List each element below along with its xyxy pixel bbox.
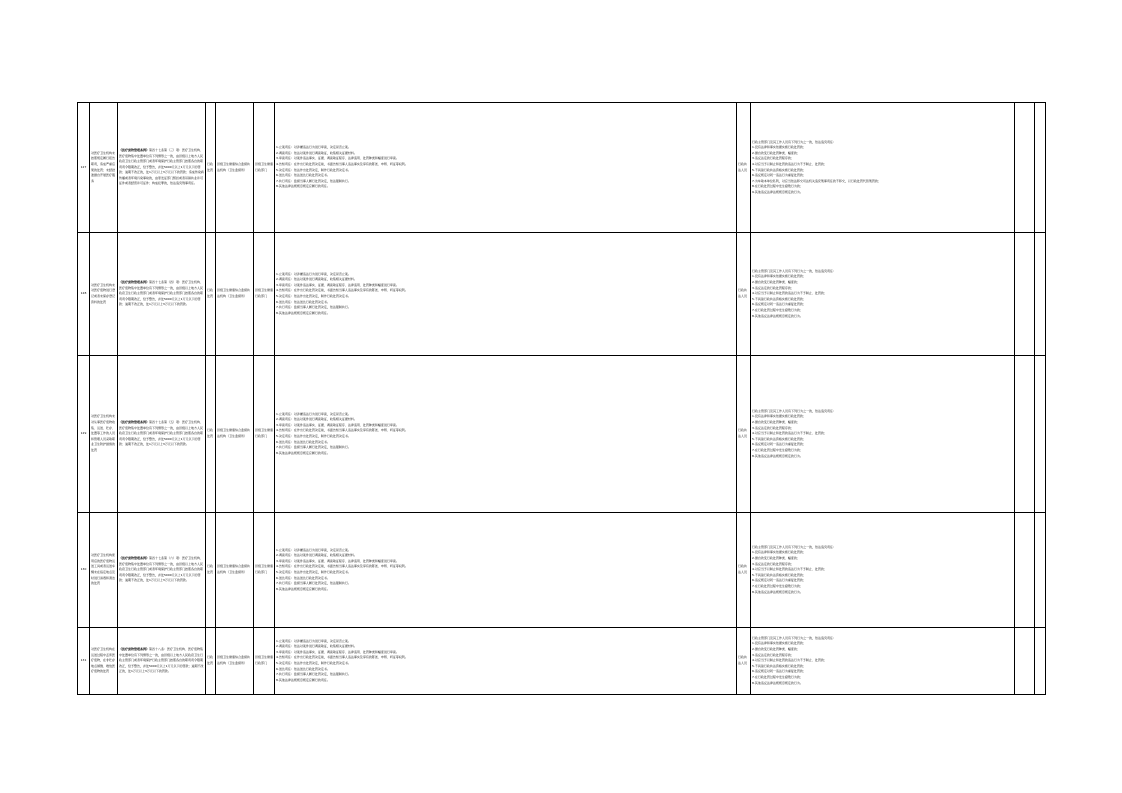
row-number: 127 xyxy=(78,103,90,233)
accountability-item: 3.违反法定的行政处罚程序的； xyxy=(752,652,794,657)
duty-item: 7.执行责任：监督当事人履行处罚决定，依法强制执行。 xyxy=(276,581,351,586)
responsible-subject: 县级卫生健康行政部门 xyxy=(254,356,275,513)
duty-item: 5.决定责任：依法作出处罚决定，制作行政处罚决定书。 xyxy=(276,661,351,665)
implementing-org: 县级卫生健康综合监督执法机构（卫生监督所） xyxy=(216,103,254,233)
implementing-org: 县级卫生健康综合监督执法机构（卫生监督所） xyxy=(216,513,254,628)
empty-cell xyxy=(1035,513,1046,628)
accountability-item: 4.对应当予以制止和处罚的违法行为不予制止、处罚的； xyxy=(752,161,827,166)
responsible-subject: 县级卫生健康行政部门 xyxy=(254,513,275,628)
duty-item: 1.立案责任：对涉嫌违法行为进行审查，决定是否立案。 xyxy=(276,638,351,643)
accountability-list xyxy=(751,233,1015,356)
accountability-list xyxy=(751,356,1015,513)
power-list-table xyxy=(77,102,1046,695)
item-name: 对医疗卫生机构未按照规定履行报告职责，造成严重后果的处罚；未经批准擅自开展医疗服务 xyxy=(90,103,118,233)
duty-item: 4.告知责任：在作出行政处罚决定前，书面告知当事人违法事实及享有的陈述、申辩、听证等权利。 xyxy=(276,161,408,166)
duty-item: 2.调查责任：依法对案件进行调查取证，收集相关证据材料。 xyxy=(276,277,357,282)
accountability-item: 8.其他违反法律法规规章规定的行为。 xyxy=(752,680,803,685)
row-number: 129 xyxy=(78,356,90,513)
row-number: 130 xyxy=(78,513,90,628)
duty-item: 3.审查责任：对案件违法事实、证据、调查取证程序、法律适用、处罚种类和幅度进行审查。 xyxy=(276,422,399,427)
empty-cell xyxy=(1015,628,1035,695)
accountability-item: 3.违反法定的行政处罚程序的； xyxy=(752,156,794,161)
legal-basis-cell xyxy=(118,233,206,356)
table-row xyxy=(78,356,1046,513)
duty-item: 4.告知责任：在作出行政处罚决定前，书面告知当事人违法事实及享有的陈述、申辩、听证等权利。 xyxy=(276,288,408,293)
duty-item: 6.送达责任：依法送达行政处罚决定书。 xyxy=(276,439,330,444)
accountability-item: 3.违反法定的行政处罚程序的； xyxy=(752,285,794,290)
duty-item: 3.审查责任：对案件违法事实、证据、调查取证程序、法律适用、处罚种类和幅度进行审查。 xyxy=(276,558,399,563)
accountability-item: 8.其他违反法律法规规章规定的行为。 xyxy=(752,589,803,594)
power-type: 行政处罚 xyxy=(206,233,216,356)
power-type: 行政处罚 xyxy=(206,628,216,695)
responsible-subject: 县级卫生健康行政部门 xyxy=(254,233,275,356)
empty-cell xyxy=(1035,233,1046,356)
power-type: 行政处罚 xyxy=(206,356,216,513)
accountability-item: 5.不具备行政执法资格实施行政处罚的； xyxy=(752,296,806,301)
duty-list xyxy=(275,628,737,695)
table-body xyxy=(78,103,1046,695)
accountability-subject: 行政执法人员 xyxy=(737,628,751,695)
accountability-item: 2.擅自改变行政处罚种类、幅度的； xyxy=(752,150,800,155)
implementing-org: 县级卫生健康综合监督执法机构（卫生监督所） xyxy=(216,628,254,695)
duty-item: 1.立案责任：对涉嫌违法行为进行审查，决定是否立案。 xyxy=(276,547,351,552)
empty-cell xyxy=(1015,356,1035,513)
legal-basis-title: 《医疗废物管理条例》 xyxy=(119,280,150,285)
accountability-item: 7.在行政处罚过程中发生腐败行为的； xyxy=(752,447,803,452)
empty-cell xyxy=(1015,513,1035,628)
legal-basis-title: 《医疗废物管理条例》 xyxy=(119,420,150,425)
accountability-item: 行政主管部门及其工作人员有下列行为之一的，依法追究责任： xyxy=(752,544,837,549)
duty-item: 8.其他法律法规规章规定应履行的责任。 xyxy=(276,450,330,455)
duty-item: 7.执行责任：监督当事人履行处罚决定，依法强制执行。 xyxy=(276,672,351,677)
duty-item: 6.送达责任：依法送达行政处罚决定书。 xyxy=(276,173,330,178)
table-row xyxy=(78,513,1046,628)
legal-basis-text: 第四十七条第（六）项：医疗卫生机构、医疗废物集中处置单位有下列情形之一的，由县级以上地方人民政府卫生行政主管部门或者环境保护行政主管部门按照各自的职责责令限期改正，给予警告，并处5000元以上1万元以下的罚款；逾期不改正的，处1万元以上3万元以下的罚款。 xyxy=(119,556,204,583)
duty-item: 4.告知责任：在作出行政处罚决定前，书面告知当事人违法事实及享有的陈述、申辩、听证等权利。 xyxy=(276,428,408,433)
duty-item: 5.决定责任：依法作出处罚决定，制作行政处罚决定书。 xyxy=(276,294,351,298)
accountability-item: 7.在行政处罚过程中发生腐败行为的； xyxy=(752,307,803,312)
accountability-subject: 行政执法人员 xyxy=(737,103,751,233)
legal-basis-text: 第四十七条第（三）项：医疗卫生机构、医疗废物集中处置单位有下列情形之一的，由县级以上地方人民政府卫生行政主管部门或者环境保护行政主管部门按照各自的职责责令限期改正，给予警告，并处5000元以上1万元以下的罚款；逾期不改正的，处1万元以上3万元以下的罚款；造成传染病传播或者环境污染事故的，由原发证部门暂扣或者吊销执业许可证件或者经营许可证件；构成犯罪的，依法追究刑事责任。 xyxy=(119,147,204,186)
accountability-item: 7.在行政处罚过程中发生腐败行为的； xyxy=(752,674,803,679)
accountability-item: 2.擅自改变行政处罚种类、幅度的； xyxy=(752,647,800,652)
duty-item: 7.执行责任：监督当事人履行处罚决定，依法强制执行。 xyxy=(276,305,351,310)
implementing-org: 县级卫生健康综合监督执法机构（卫生监督所） xyxy=(216,356,254,513)
accountability-item: 3.违反法定的行政处罚程序的； xyxy=(752,561,794,566)
accountability-item: 行政主管部门及其工作人员有下列行为之一的，依法追究责任： xyxy=(752,139,837,144)
duty-item: 2.调查责任：依法对案件进行调查取证，收集相关证据材料。 xyxy=(276,417,357,422)
accountability-item: 1.没有法律和事实依据实施行政处罚的； xyxy=(752,274,806,279)
legal-basis-cell xyxy=(118,628,206,695)
accountability-list xyxy=(751,513,1015,628)
accountability-subject: 行政执法人员 xyxy=(737,513,751,628)
duty-item: 8.其他法律法规规章规定应履行的责任。 xyxy=(276,677,330,682)
legal-basis-cell xyxy=(118,513,206,628)
duty-item: 6.送达责任：依法送达行政处罚决定书。 xyxy=(276,575,330,580)
empty-cell xyxy=(1035,628,1046,695)
accountability-subject: 行政执法人员 xyxy=(737,356,751,513)
accountability-item: 6.违反规定对同一违法行为重复处罚的； xyxy=(752,302,806,307)
duty-item: 6.送达责任：依法送达行政处罚决定书。 xyxy=(276,299,330,304)
accountability-item: 7.为牟取本单位私利，对应当依法移交司法机关追究刑事责任的不移交，以行政处罚代替刑罚的； xyxy=(752,178,881,183)
power-type: 行政处罚 xyxy=(206,513,216,628)
accountability-item: 行政主管部门及其工作人员有下列行为之一的，依法追究责任： xyxy=(752,635,837,640)
accountability-item: 2.擅自改变行政处罚种类、幅度的； xyxy=(752,556,800,561)
row-number: 128 xyxy=(78,233,90,356)
duty-list xyxy=(275,233,737,356)
item-name: 对医疗卫生机构在运送过程中丢弃医疗废物，在非贮存地点倾倒、堆放医疗废物的处罚 xyxy=(90,628,118,695)
legal-basis-title: 《医疗废物管理条例》 xyxy=(119,147,150,152)
duty-item: 5.决定责任：依法作出处罚决定，制作行政处罚决定书。 xyxy=(276,570,351,574)
accountability-list xyxy=(751,628,1015,695)
duty-item: 2.调查责任：依法对案件进行调查取证，收集相关证据材料。 xyxy=(276,553,357,558)
accountability-item: 4.对应当予以制止和处罚的违法行为不予制止、处罚的； xyxy=(752,658,827,663)
accountability-item: 6.违反规定对同一违法行为重复处罚的； xyxy=(752,669,806,674)
accountability-item: 1.没有法律和事实依据实施行政处罚的； xyxy=(752,641,806,646)
accountability-item: 5.不具备行政执法资格实施行政处罚的； xyxy=(752,436,806,441)
row-number: 131 xyxy=(78,628,90,695)
legal-basis-cell xyxy=(118,103,206,233)
empty-cell xyxy=(1015,103,1035,233)
duty-item: 3.审查责任：对案件违法事实、证据、调查取证程序、法律适用、处罚种类和幅度进行审查。 xyxy=(276,649,399,654)
legal-basis-text: 第四十七条第（五）项：医疗卫生机构、医疗废物集中处置单位有下列情形之一的，由县级以上地方人民政府卫生行政主管部门或者环境保护行政主管部门按照各自的职责责令限期改正，给予警告，并处5000元以上1万元以下的罚款；逾期不改正的，处1万元以上3万元以下的罚款。 xyxy=(119,420,204,447)
accountability-item: 2.擅自改变行政处罚种类、幅度的； xyxy=(752,420,800,425)
duty-item: 8.其他法律法规规章规定应履行的责任。 xyxy=(276,586,330,591)
power-type: 行政处罚 xyxy=(206,103,216,233)
accountability-item: 行政主管部门及其工作人员有下列行为之一的，依法追究责任： xyxy=(752,408,837,413)
duty-item: 6.送达责任：依法送达行政处罚决定书。 xyxy=(276,666,330,671)
accountability-item: 5.不具备行政执法资格实施行政处罚的； xyxy=(752,572,806,577)
duty-list xyxy=(275,513,737,628)
table-row xyxy=(78,628,1046,695)
accountability-item: 8.其他违反法律法规规章规定的行为。 xyxy=(752,453,803,458)
duty-list xyxy=(275,103,737,233)
duty-item: 8.其他法律法规规章规定应履行的责任。 xyxy=(276,310,330,315)
duty-item: 4.告知责任：在作出行政处罚决定前，书面告知当事人违法事实及享有的陈述、申辩、听证等权利。 xyxy=(276,655,408,660)
legal-basis-cell xyxy=(118,356,206,513)
accountability-item: 1.没有法律和事实依据实施行政处罚的； xyxy=(752,145,806,150)
accountability-item: 8.在行政处罚过程中发生腐败行为的； xyxy=(752,184,803,189)
table-row xyxy=(78,103,1046,233)
legal-basis-text: 第四十七条第（四）项：医疗卫生机构、医疗废物集中处置单位有下列情形之一的，由县级以上地方人民政府卫生行政主管部门或者环境保护行政主管部门按照各自的职责责令限期改正，给予警告，并处5000元以上1万元以下的罚款；逾期不改正的，处1万元以上3万元以下的罚款。 xyxy=(119,280,204,307)
accountability-item: 3.违反法定的行政处罚程序的； xyxy=(752,425,794,430)
accountability-item: 6.违反规定对同一违法行为重复处罚的； xyxy=(752,442,806,447)
duty-item: 3.审查责任：对案件违法事实、证据、调查取证程序、法律适用、处罚种类和幅度进行审查。 xyxy=(276,282,399,287)
accountability-item: 1.没有法律和事实依据实施行政处罚的； xyxy=(752,550,806,555)
implementing-org: 县级卫生健康综合监督执法机构（卫生监督所） xyxy=(216,233,254,356)
duty-item: 1.立案责任：对涉嫌违法行为进行审查，决定是否立案。 xyxy=(276,145,351,150)
accountability-item: 9.其他违反法律法规规章规定的行为。 xyxy=(752,189,803,194)
duty-item: 2.调查责任：依法对案件进行调查取证，收集相关证据材料。 xyxy=(276,150,357,155)
accountability-item: 7.在行政处罚过程中发生腐败行为的； xyxy=(752,583,803,588)
accountability-item: 4.对应当予以制止和处罚的违法行为不予制止、处罚的； xyxy=(752,431,827,436)
legal-basis-title: 《医疗废物管理条例》 xyxy=(119,647,150,652)
accountability-item: 6.违反规定对同一违法行为重复处罚的； xyxy=(752,578,806,583)
empty-cell xyxy=(1015,233,1035,356)
item-name: 对医疗卫生机构未对医疗废物进行登记或者未保存登记资料的处罚 xyxy=(90,233,118,356)
accountability-item: 8.其他违反法律法规规章规定的行为。 xyxy=(752,313,803,318)
duty-item: 5.决定责任：依法作出处罚决定，制作行政处罚决定书。 xyxy=(276,434,351,438)
accountability-item: 行政主管部门及其工作人员有下列行为之一的，依法追究责任： xyxy=(752,268,837,273)
duty-item: 3.审查责任：对案件违法事实、证据、调查取证程序、法律适用、处罚种类和幅度进行审查。 xyxy=(276,156,399,161)
duty-item: 1.立案责任：对涉嫌违法行为进行审查，决定是否立案。 xyxy=(276,271,351,276)
responsible-subject: 县级卫生健康行政部门 xyxy=(254,103,275,233)
accountability-list xyxy=(751,103,1015,233)
accountability-item: 2.擅自改变行政处罚种类、幅度的； xyxy=(752,280,800,285)
legal-basis-title: 《医疗废物管理条例》 xyxy=(119,556,150,561)
accountability-item: 5.不具备行政执法资格实施行政处罚的； xyxy=(752,663,806,668)
duty-item: 4.告知责任：在作出行政处罚决定前，书面告知当事人违法事实及享有的陈述、申辩、听证等权利。 xyxy=(276,564,408,569)
accountability-item: 5.不具备行政执法资格实施行政处罚的； xyxy=(752,167,806,172)
legal-basis-text: 第四十八条：医疗卫生机构、医疗废物集中处置单位有下列情形之一的，由县级以上地方人民政府卫生行政主管部门或者环境保护行政主管部门按照各自的职责责令限期改正，给予警告，并处5000元以上1万元以下的罚款；逾期不改正的，处1万元以上3万元以下的罚款。 xyxy=(119,647,204,674)
duty-item: 2.调查责任：依法对案件进行调查取证，收集相关证据材料。 xyxy=(276,644,357,649)
duty-item: 7.执行责任：监督当事人履行处罚决定，依法强制执行。 xyxy=(276,178,351,183)
accountability-item: 4.对应当予以制止和处罚的违法行为不予制止、处罚的； xyxy=(752,291,827,296)
accountability-item: 6.违反规定对同一违法行为重复处罚的； xyxy=(752,173,806,178)
accountability-item: 4.对应当予以制止和处罚的违法行为不予制止、处罚的； xyxy=(752,567,827,572)
accountability-item: 1.没有法律和事实依据实施行政处罚的； xyxy=(752,414,806,419)
duty-item: 5.决定责任：依法作出处罚决定，制作行政处罚决定书。 xyxy=(276,167,351,172)
responsible-subject: 县级卫生健康行政部门 xyxy=(254,628,275,695)
item-name: 对医疗卫生机构使用后的医疗废物运送工具或者运送车辆未在指定地点及时进行消毒和清洁的处罚 xyxy=(90,513,118,628)
item-name: 对医疗卫生机构未对从事医疗废物收集、运送、贮存、处置等工作的人员和管理人员采取职业卫生防护措施的处罚 xyxy=(90,356,118,513)
duty-item: 1.立案责任：对涉嫌违法行为进行审查，决定是否立案。 xyxy=(276,411,351,416)
empty-cell xyxy=(1035,103,1046,233)
duty-item: 8.其他法律法规规章规定应履行的责任。 xyxy=(276,184,330,189)
duty-list xyxy=(275,356,737,513)
duty-item: 7.执行责任：监督当事人履行处罚决定，依法强制执行。 xyxy=(276,445,351,450)
table-row xyxy=(78,233,1046,356)
accountability-subject: 行政执法人员 xyxy=(737,233,751,356)
empty-cell xyxy=(1035,356,1046,513)
